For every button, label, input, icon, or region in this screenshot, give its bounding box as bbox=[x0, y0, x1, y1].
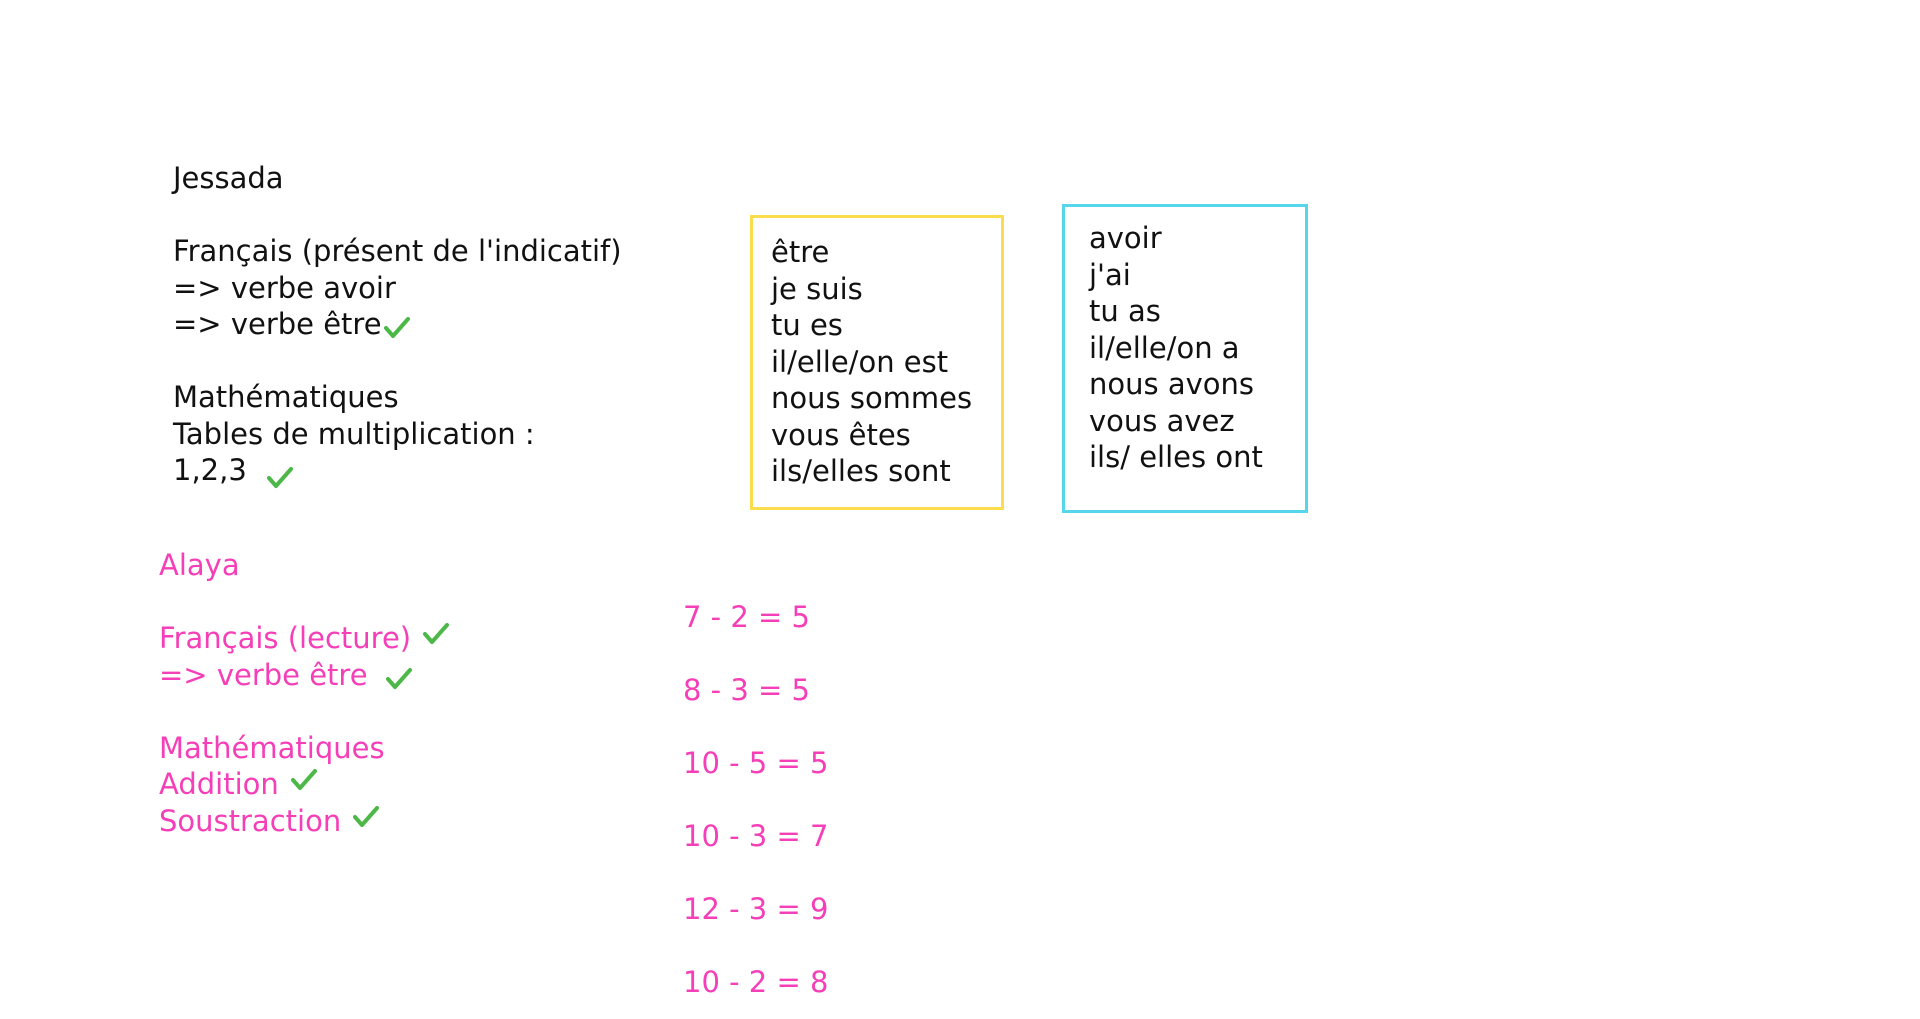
alaya-math-addition-row bbox=[159, 766, 437, 803]
jessada-math-item-tables: Tables de multiplication : bbox=[173, 416, 535, 451]
checkmark-icon bbox=[384, 316, 410, 340]
subtraction-item: 10 - 5 = 5 bbox=[683, 746, 829, 780]
etre-line: vous êtes bbox=[771, 417, 911, 452]
checkmark-icon bbox=[386, 667, 412, 691]
avoir-line: vous avez bbox=[1089, 403, 1235, 438]
jessada-french-item-etre: => verbe être bbox=[173, 307, 382, 341]
alaya-math-subtraction-row bbox=[159, 803, 437, 840]
etre-line: être bbox=[771, 235, 830, 269]
etre-line: ils/elles sont bbox=[771, 454, 951, 488]
avoir-line: tu as bbox=[1089, 294, 1161, 328]
alaya-french-title-row bbox=[159, 620, 437, 657]
jessada-french-item-etre-row bbox=[173, 306, 622, 343]
jessada-notes bbox=[173, 160, 622, 489]
alaya-notes bbox=[159, 547, 437, 839]
avoir-line: ils/ elles ont bbox=[1089, 440, 1263, 474]
subtraction-exercises bbox=[683, 581, 828, 1019]
alaya-math-addition: Addition bbox=[159, 767, 279, 801]
jessada-math-item-numbers-row bbox=[173, 452, 622, 489]
jessada-math-title: Mathématiques bbox=[173, 380, 399, 414]
checkmark-icon bbox=[267, 466, 293, 490]
jessada-french-title: Français (présent de l'indicatif) bbox=[173, 234, 622, 268]
checkmark-icon bbox=[353, 805, 379, 829]
alaya-name: Alaya bbox=[159, 548, 240, 582]
etre-line: il/elle/on est bbox=[771, 344, 949, 379]
subtraction-item: 8 - 3 = 5 bbox=[683, 673, 810, 707]
subtraction-item: 12 - 3 = 9 bbox=[683, 892, 829, 926]
alaya-french-item-row bbox=[159, 657, 437, 694]
etre-line: tu es bbox=[771, 308, 843, 342]
avoir-line: il/elle/on a bbox=[1089, 330, 1240, 365]
alaya-french-item-etre: => verbe être bbox=[159, 657, 368, 692]
jessada-name: Jessada bbox=[173, 161, 284, 195]
subtraction-item: 10 - 3 = 7 bbox=[683, 819, 829, 853]
checkmark-icon bbox=[291, 768, 317, 792]
avoir-line: avoir bbox=[1089, 221, 1162, 255]
jessada-math-item-numbers: 1,2,3 bbox=[173, 453, 247, 487]
alaya-french-title: Français (lecture) bbox=[159, 621, 412, 655]
jessada-french-item-avoir: => verbe avoir bbox=[173, 270, 396, 305]
avoir-conjugation-text bbox=[1089, 220, 1263, 476]
etre-line: nous sommes bbox=[771, 381, 973, 415]
etre-line: je suis bbox=[771, 271, 863, 306]
etre-conjugation-text bbox=[771, 234, 972, 490]
subtraction-item: 10 - 2 = 8 bbox=[683, 965, 829, 999]
alaya-math-title: Mathématiques bbox=[159, 730, 385, 765]
checkmark-icon bbox=[423, 622, 449, 646]
avoir-line: nous avons bbox=[1089, 367, 1254, 401]
avoir-line: j'ai bbox=[1089, 257, 1131, 292]
alaya-math-subtraction: Soustraction bbox=[159, 803, 342, 838]
subtraction-item: 7 - 2 = 5 bbox=[683, 600, 810, 634]
